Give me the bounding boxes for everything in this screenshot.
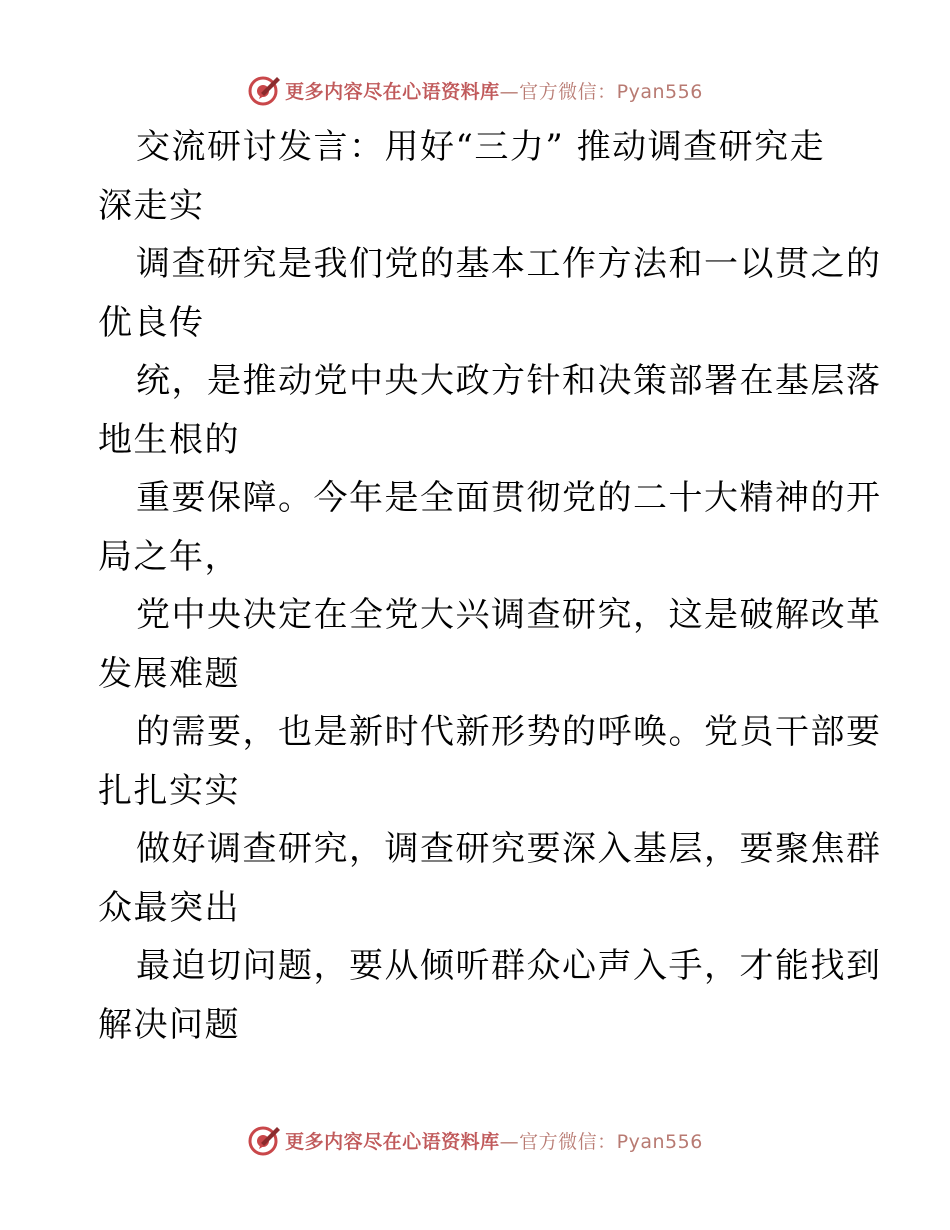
header-banner — [0, 70, 950, 110]
document-title-line-1: 交流研讨发言：用好“三力” 推动调查研究走 — [136, 127, 826, 167]
banner-suffix: 官方微信：Pyan556 — [519, 1130, 703, 1153]
pen-circle-logo-icon — [247, 1123, 281, 1157]
paragraph-line: 众最突出 — [98, 887, 240, 928]
paragraph-line: 的需要，也是新时代新形势的呼唤。党员干部要 — [136, 712, 882, 752]
paragraph-line: 扎扎实实 — [98, 770, 240, 811]
banner-dash: — — [499, 1130, 520, 1153]
document-title-line-2: 深走实 — [98, 185, 205, 226]
paragraph-line: 调查研究是我们党的基本工作方法和一以贯之的 — [136, 244, 882, 284]
footer-banner — [0, 1120, 950, 1160]
banner-dash: — — [499, 80, 520, 103]
banner-brand: 更多内容尽在心语资料库 — [285, 80, 500, 103]
paragraph-line: 党中央决定在全党大兴调查研究，这是破解改革 — [136, 595, 882, 635]
paragraph-line: 优良传 — [98, 302, 205, 343]
paragraph-line: 发展难题 — [98, 653, 240, 694]
banner-suffix: 官方微信：Pyan556 — [519, 80, 703, 103]
paragraph-line: 局之年， — [98, 536, 240, 577]
banner-brand: 更多内容尽在心语资料库 — [285, 1130, 500, 1153]
document-body — [98, 118, 882, 1054]
paragraph-line: 解决问题 — [98, 1004, 240, 1045]
paragraph-line: 统，是推动党中央大政方针和决策部署在基层落 — [136, 361, 882, 401]
pen-circle-logo-icon — [247, 73, 281, 107]
paragraph-line: 地生根的 — [98, 419, 240, 460]
paragraph-line: 做好调查研究，调查研究要深入基层，要聚焦群 — [136, 829, 882, 869]
paragraph-line: 最迫切问题，要从倾听群众心声入手，才能找到 — [136, 946, 882, 986]
paragraph-line: 重要保障。今年是全面贯彻党的二十大精神的开 — [136, 478, 882, 518]
